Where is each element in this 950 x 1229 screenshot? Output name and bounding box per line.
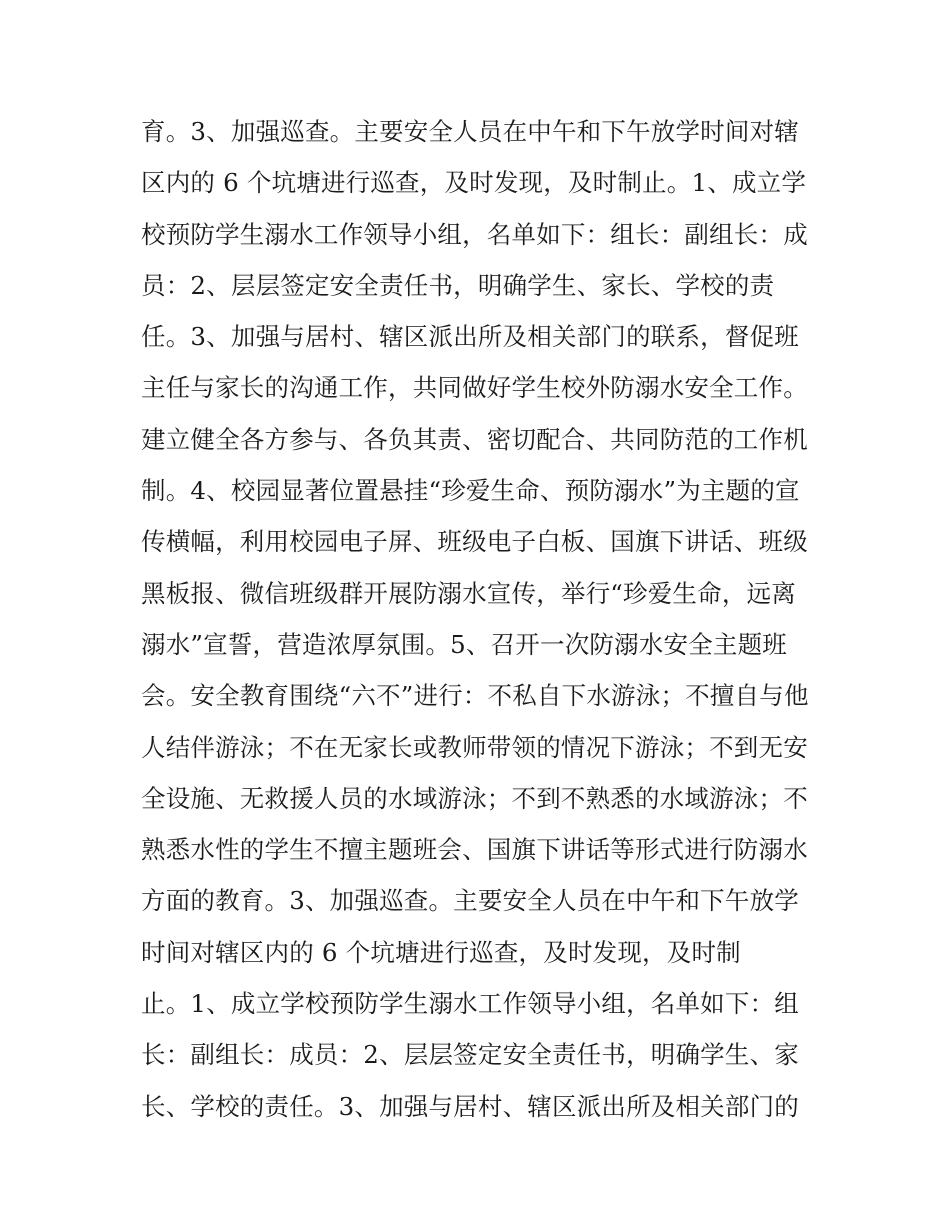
text-line-20: 长、学校的责任。3、加强与居村、辖区派出所及相关部门的 [141, 1091, 799, 1121]
text-line-19: 长：副组长：成员：2、层层签定安全责任书，明确学生、家 [141, 1040, 799, 1070]
text-line-12: 会。安全教育围绕“六不”进行：不私自下水游泳；不擅自与他 [141, 681, 809, 711]
text-line-9: 传横幅，利用校园电子屏、班级电子白板、国旗下讲话、班级 [141, 527, 808, 557]
text-line-8: 制。4、校园显著位置悬挂“珍爱生命、预防溺水”为主题的宣 [141, 476, 800, 506]
text-line-17: 时间对辖区内的 6 个坑塘进行巡查，及时发现，及时制 [141, 937, 741, 967]
text-line-18: 止。1、成立学校预防学生溺水工作领导小组，名单如下：组 [141, 989, 799, 1019]
text-line-11: 溺水”宣誓，营造浓厚氛围。5、召开一次防溺水安全主题班 [141, 629, 788, 659]
text-line-16: 方面的教育。3、加强巡查。主要安全人员在中午和下午放学 [141, 886, 799, 916]
text-line-14: 全设施、无救援人员的水域游泳；不到不熟悉的水域游泳；不 [141, 783, 808, 813]
text-line-10: 黑板报、微信班级群开展防溺水宣传，举行“珍爱生命，远离 [141, 578, 796, 608]
text-line-15: 熟悉水性的学生不擅主题班会、国旗下讲话等形式进行防溺水 [141, 835, 808, 865]
body-text [141, 106, 821, 1132]
text-line-6: 主任与家长的沟通工作，共同做好学生校外防溺水安全工作。 [141, 373, 808, 403]
text-line-7: 建立健全各方参与、各负其责、密切配合、共同防范的工作机 [141, 424, 808, 454]
text-line-2: 区内的 6 个坑塘进行巡查，及时发现，及时制止。1、成立学 [141, 168, 807, 198]
text-line-1: 育。3、加强巡查。主要安全人员在中午和下午放学时间对辖 [141, 117, 799, 146]
text-line-5: 任。3、加强与居村、辖区派出所及相关部门的联系，督促班 [141, 322, 799, 352]
text-line-3: 校预防学生溺水工作领导小组，名单如下：组长：副组长：成 [141, 219, 808, 249]
text-line-13: 人结伴游泳；不在无家长或教师带领的情况下游泳；不到无安 [141, 732, 808, 762]
text-line-4: 员：2、层层签定安全责任书，明确学生、家长、学校的责 [141, 270, 775, 300]
